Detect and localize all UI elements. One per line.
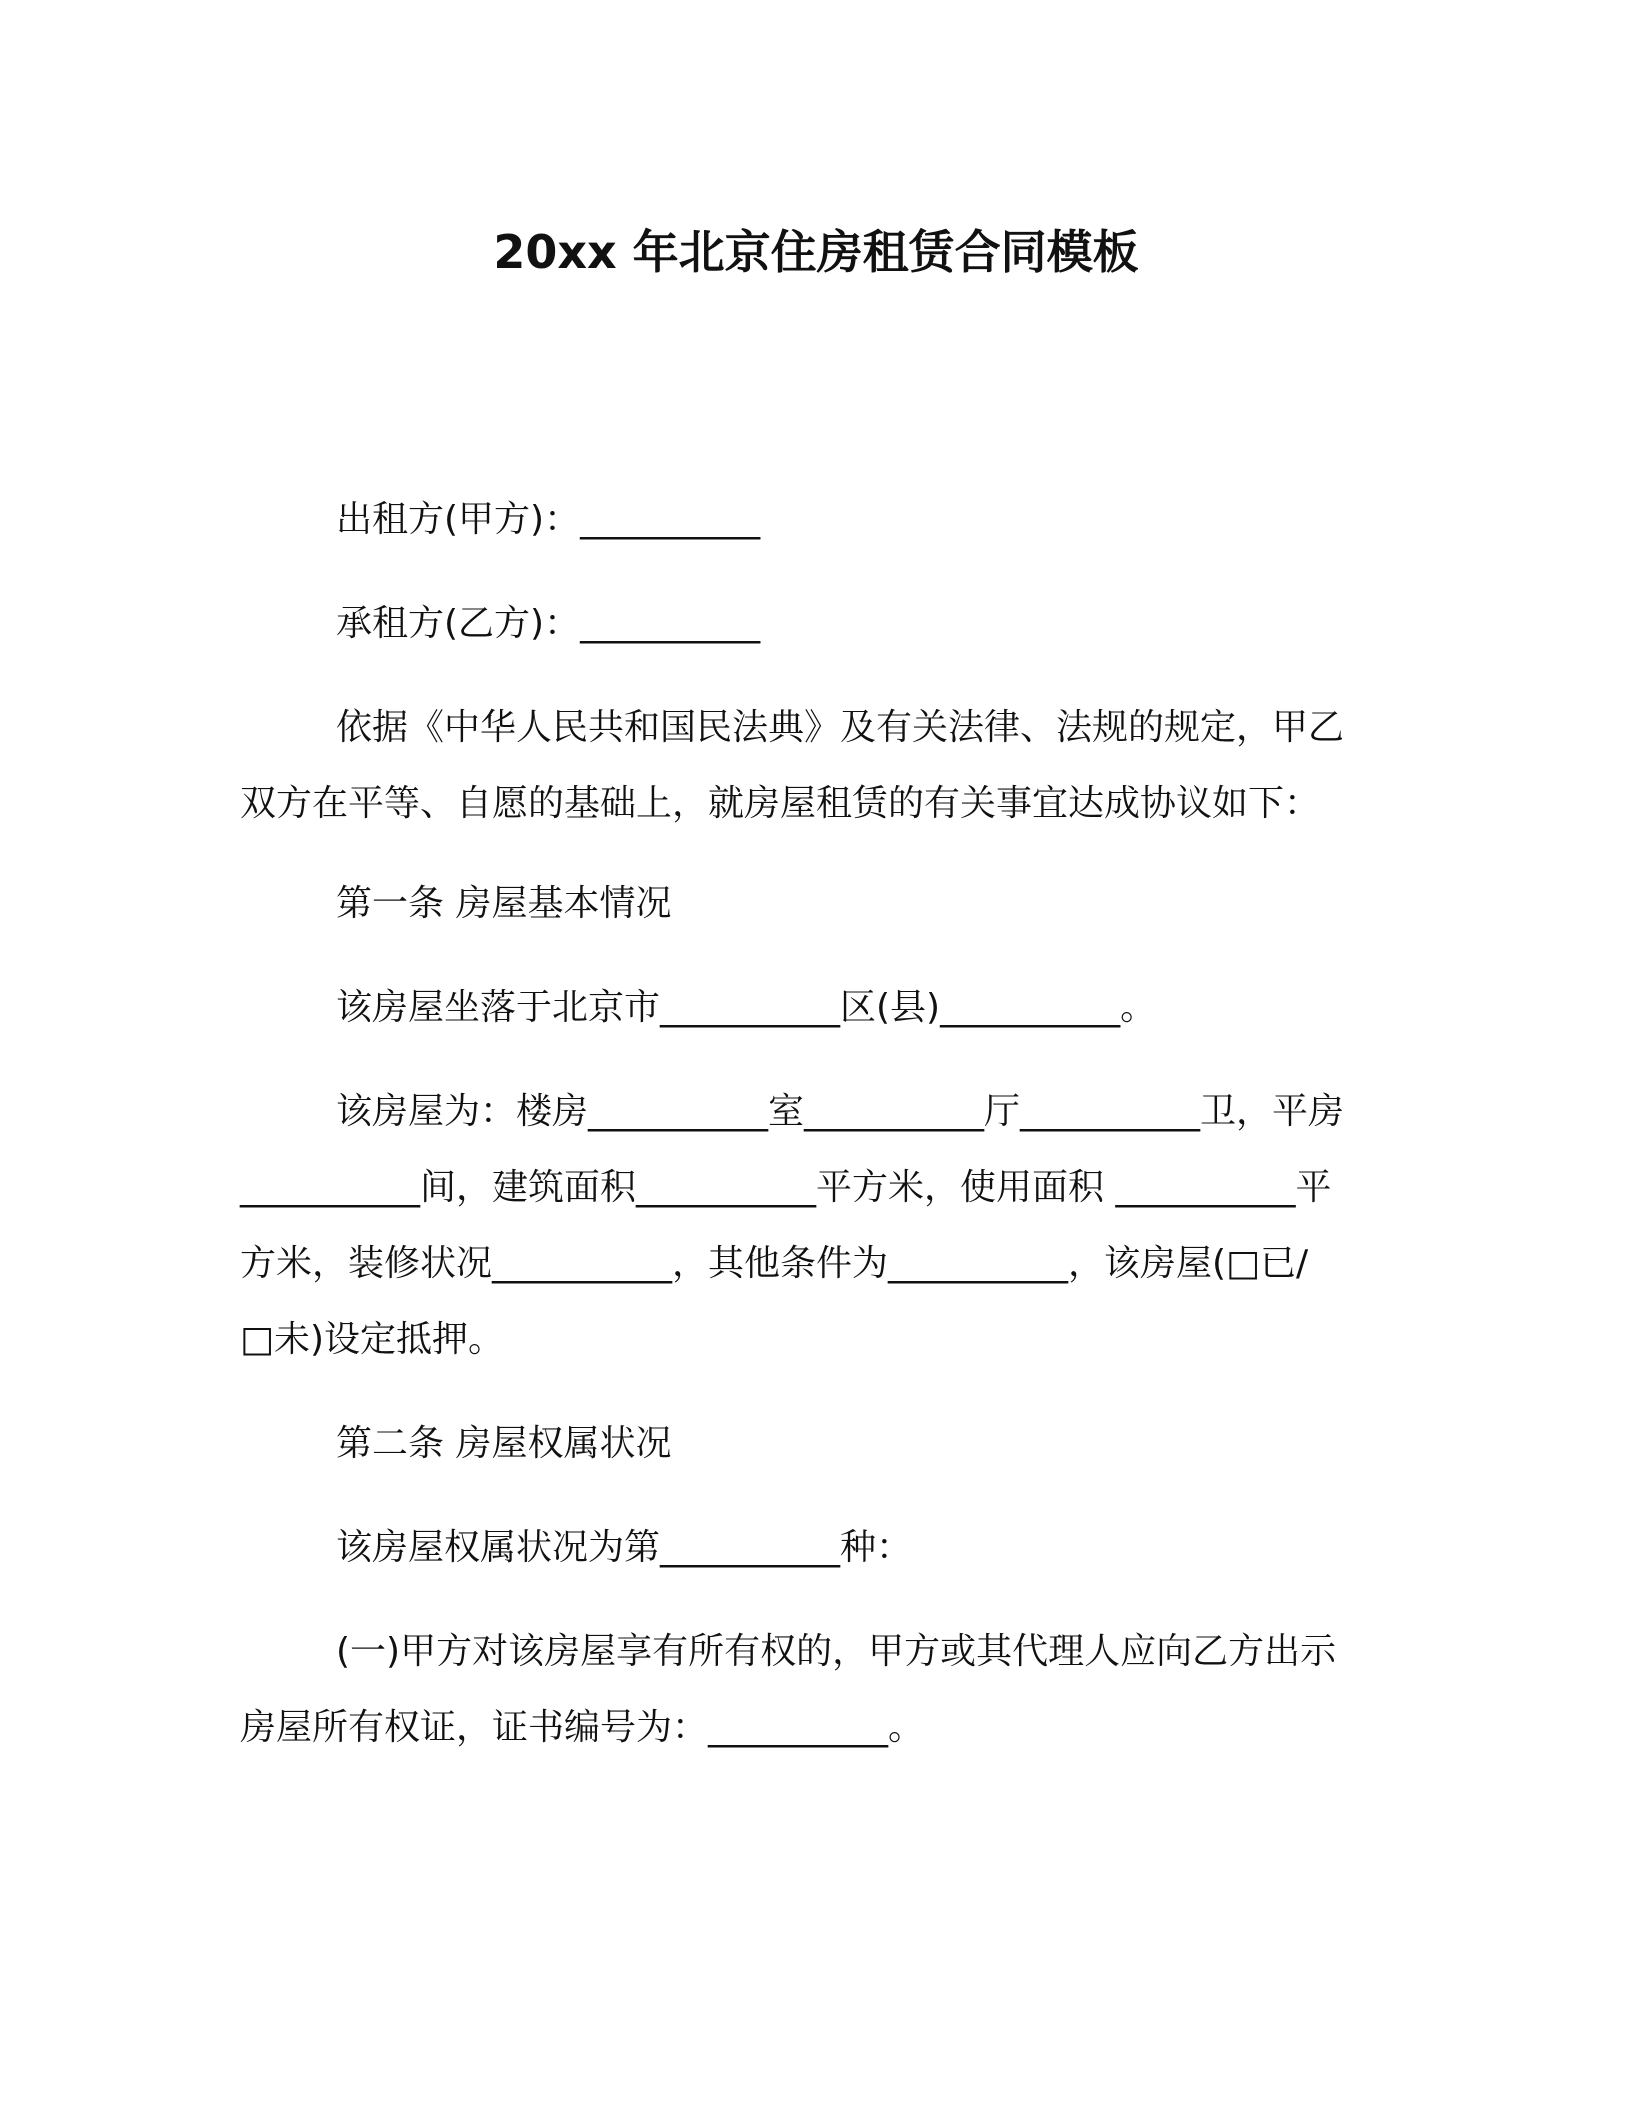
house-info-line-3: 方米，装修状况__________，其他条件为__________，该房屋(□已/ xyxy=(240,1243,1309,1284)
lessee-line: 承租方(乙方)：__________ xyxy=(336,603,761,644)
house-info-line-1: 该房屋为：楼房__________室__________厅__________卫，平房 xyxy=(336,1091,1345,1132)
house-info-line-2: __________间，建筑面积__________平方米，使用面积 __________平 xyxy=(240,1167,1332,1208)
preamble-line-2: 双方在平等、自愿的基础上，就房屋租赁的有关事宜达成协议如下： xyxy=(240,783,1321,824)
document-title: 20xx 年北京住房租赁合同模板 xyxy=(493,225,1139,279)
preamble-line-1: 依据《中华人民共和国民法典》及有关法律、法规的规定，甲乙 xyxy=(336,707,1345,748)
house-info-line-4: □未)设定抵押。 xyxy=(240,1319,505,1360)
ownership-type-line: 该房屋权属状况为第__________种： xyxy=(336,1527,913,1568)
article-1-heading: 第一条 房屋基本情况 xyxy=(336,883,672,924)
lessor-line: 出租方(甲方)：__________ xyxy=(336,499,761,540)
ownership-clause-line-1: (一)甲方对该房屋享有所有权的，甲方或其代理人应向乙方出示 xyxy=(336,1631,1337,1672)
article-2-heading: 第二条 房屋权属状况 xyxy=(336,1423,672,1464)
location-line: 该房屋坐落于北京市__________区(县)__________。 xyxy=(336,987,1157,1028)
ownership-clause-line-2: 房屋所有权证，证书编号为：__________。 xyxy=(240,1707,925,1748)
